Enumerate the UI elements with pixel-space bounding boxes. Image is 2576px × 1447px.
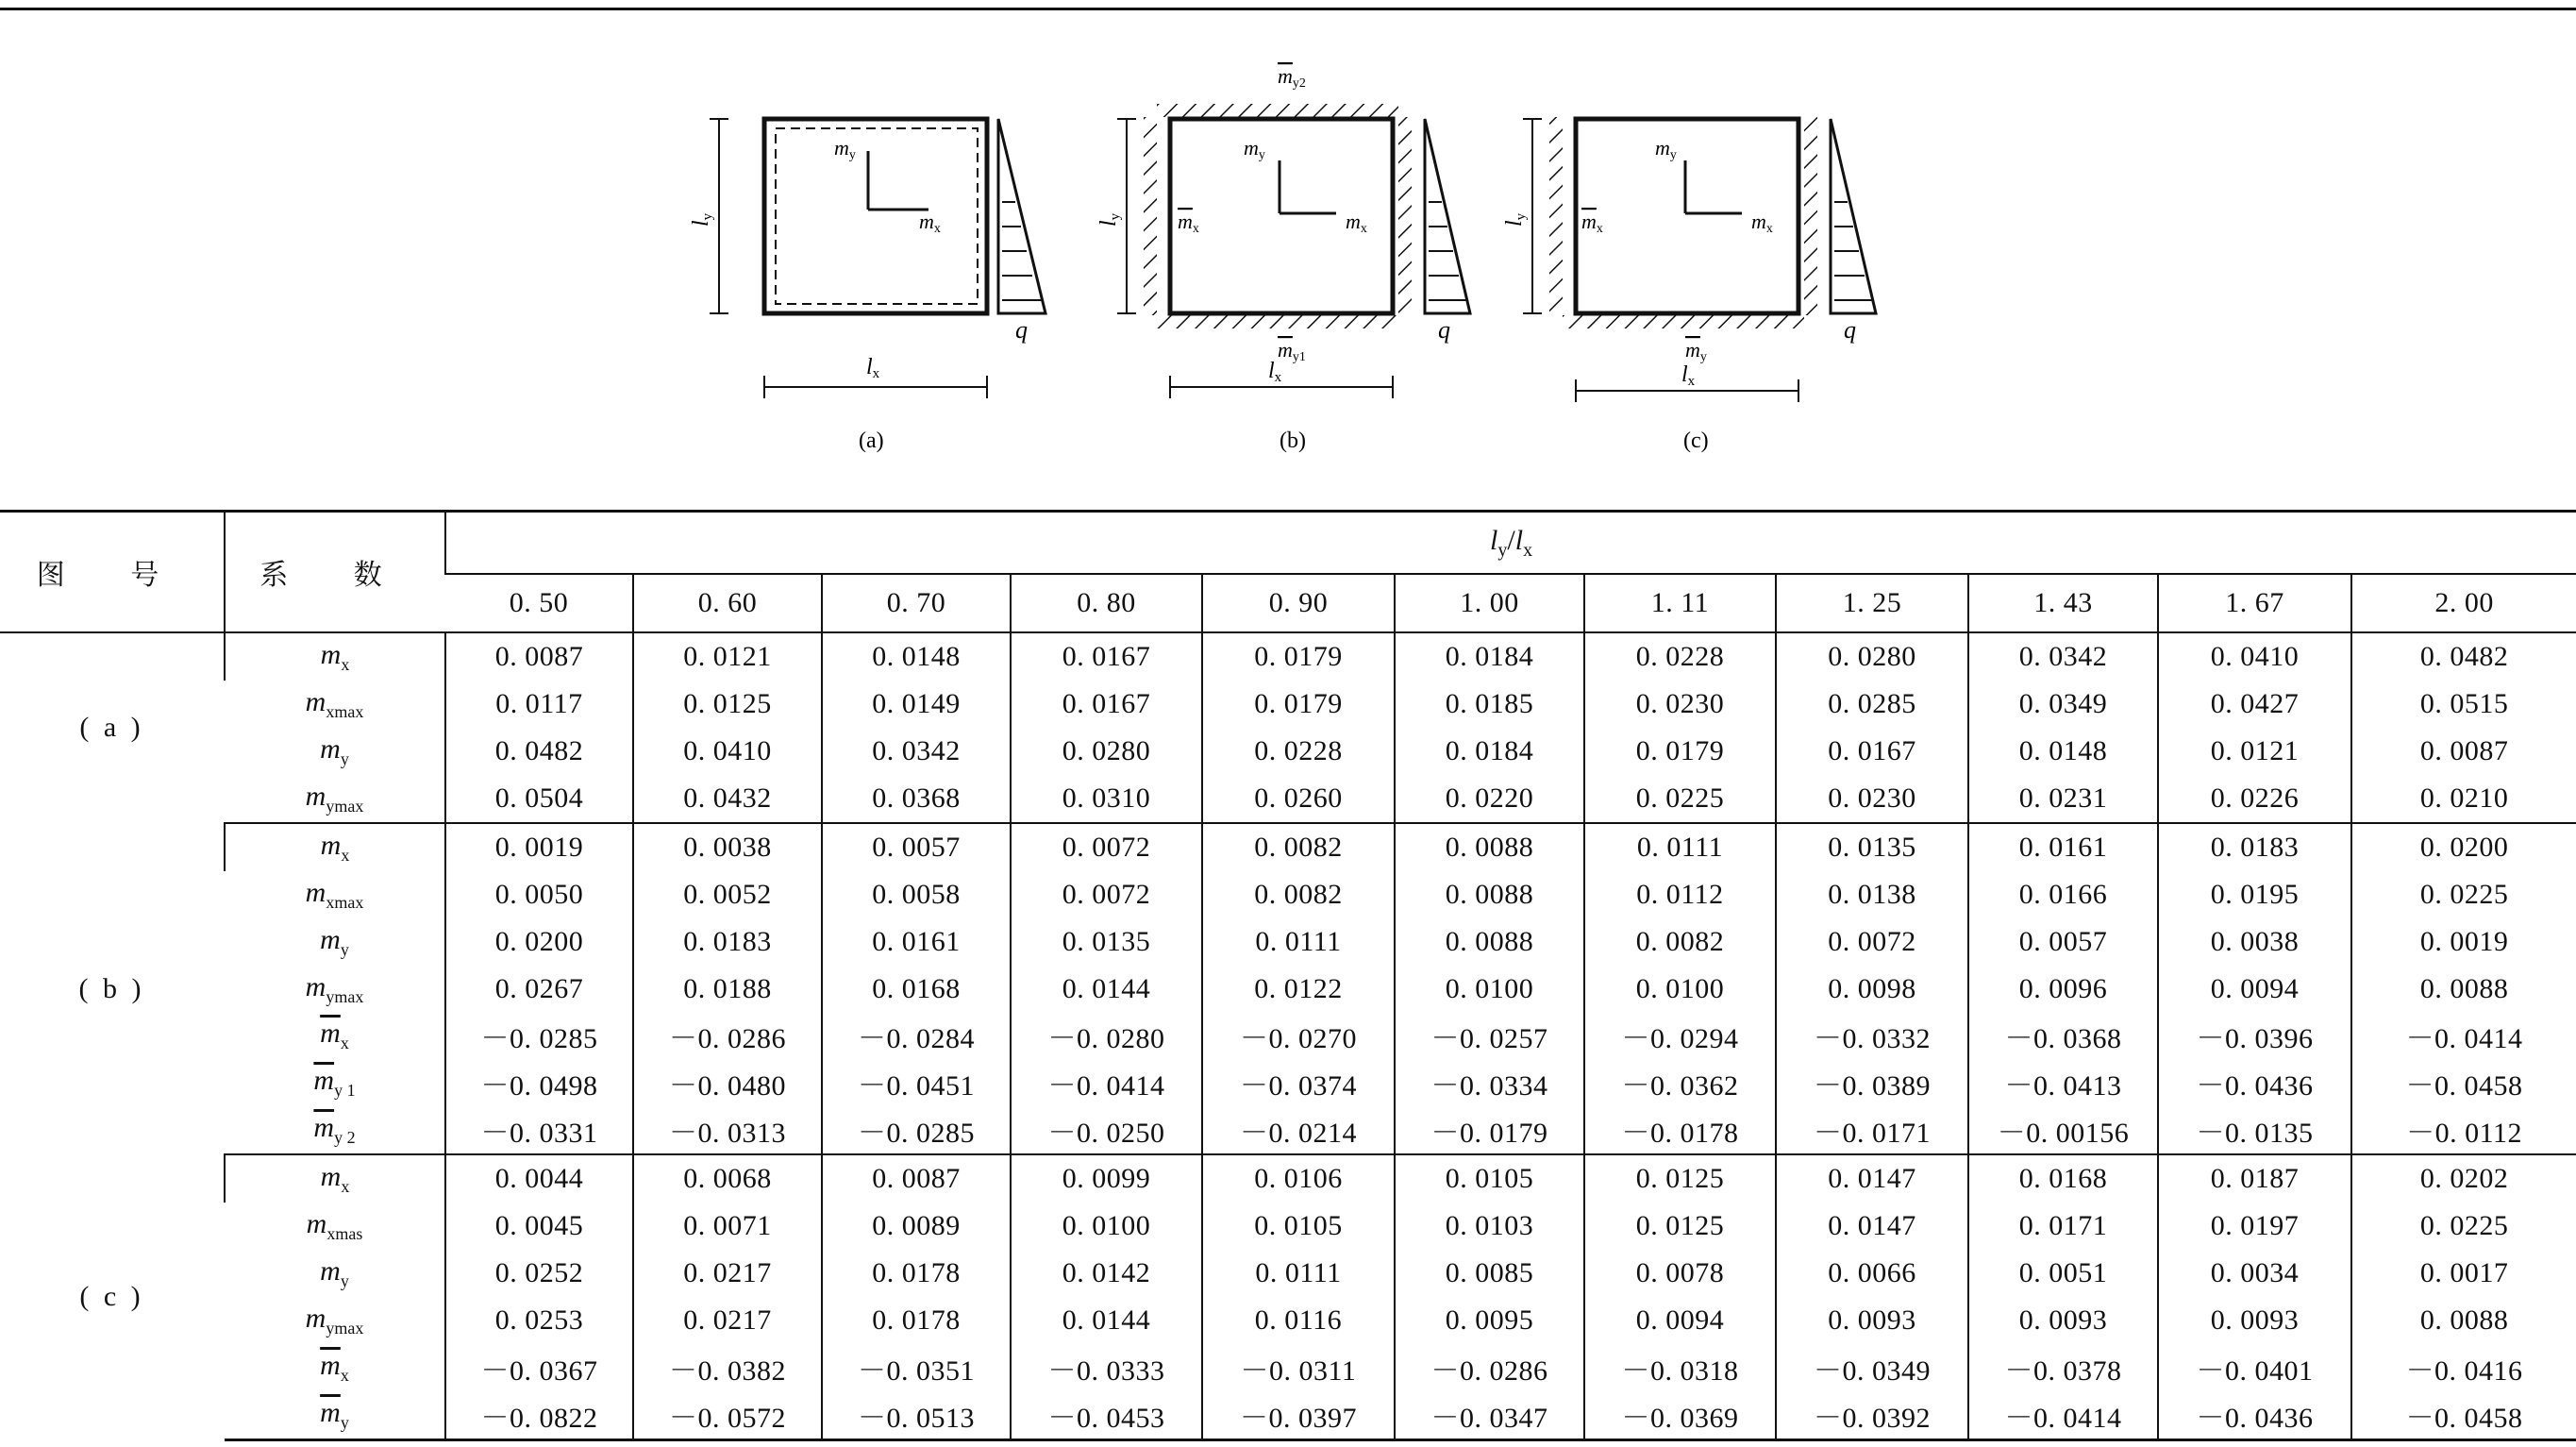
value-cell: －0. 0413: [1968, 1059, 2158, 1106]
fig-c-mbar-y: my: [1685, 338, 1707, 364]
value-cell: 0. 0100: [1584, 966, 1776, 1013]
value-cell: 0. 0072: [1776, 918, 1968, 966]
fig-a-lx: lx: [866, 355, 880, 381]
value-cell: 0. 0342: [1968, 632, 2158, 681]
value-cell: 0. 0117: [445, 681, 633, 728]
value-cell: －0. 0480: [633, 1059, 822, 1106]
value-cell: －0. 0389: [1776, 1059, 1968, 1106]
value-cell: －0. 0416: [2351, 1344, 2576, 1391]
table-row: [0, 966, 2576, 1013]
value-cell: 0. 0089: [822, 1203, 1011, 1250]
value-cell: 0. 0427: [2158, 681, 2351, 728]
table-row: [0, 1106, 2576, 1154]
value-cell: －0. 0214: [1202, 1106, 1395, 1154]
ratio-header-cell: 0. 80: [1011, 574, 1202, 632]
value-cell: 0. 0052: [633, 871, 822, 918]
value-cell: 0. 0135: [1011, 918, 1202, 966]
value-cell: 0. 0112: [1584, 871, 1776, 918]
value-cell: －0. 0280: [1011, 1013, 1202, 1060]
value-cell: 0. 0087: [2351, 728, 2576, 775]
table-row: [0, 871, 2576, 918]
value-cell: 0. 0267: [445, 966, 633, 1013]
value-cell: －0. 0178: [1584, 1106, 1776, 1154]
ratio-header-cell: 0. 90: [1202, 574, 1395, 632]
value-cell: 0. 0342: [822, 728, 1011, 775]
fig-b-mbar-y2: my2: [1278, 64, 1306, 91]
value-cell: 0. 0147: [1776, 1203, 1968, 1250]
fig-c-caption: (c): [1683, 429, 1709, 453]
value-cell: 0. 0082: [1202, 871, 1395, 918]
value-cell: －0. 00156: [1968, 1106, 2158, 1154]
value-cell: －0. 0369: [1584, 1391, 1776, 1439]
value-cell: －0. 0414: [2351, 1013, 2576, 1060]
table-row: [0, 681, 2576, 728]
value-cell: 0. 0144: [1011, 966, 1202, 1013]
coefficient-symbol: $\overline{m}_y$: [225, 1391, 445, 1439]
value-cell: 0. 0432: [633, 775, 822, 823]
value-cell: 0. 0051: [1968, 1250, 2158, 1297]
value-cell: 0. 0095: [1395, 1297, 1584, 1344]
value-cell: 0. 0166: [1968, 871, 2158, 918]
value-cell: －0. 0367: [445, 1344, 633, 1391]
value-cell: 0. 0116: [1202, 1297, 1395, 1344]
value-cell: －0. 0382: [633, 1344, 822, 1391]
value-cell: 0. 0125: [1584, 1154, 1776, 1203]
value-cell: 0. 0068: [633, 1154, 822, 1203]
coefficient-symbol: $m_{ymax}$: [225, 775, 445, 823]
value-cell: －0. 0286: [633, 1013, 822, 1060]
coefficient-table: [0, 510, 2576, 1441]
value-cell: 0. 0230: [1776, 775, 1968, 823]
fig-a-caption: (a): [859, 429, 884, 453]
value-cell: 0. 0148: [1968, 728, 2158, 775]
value-cell: 0. 0058: [822, 871, 1011, 918]
fig-b-lx: lx: [1268, 359, 1282, 385]
value-cell: 0. 0125: [1584, 1203, 1776, 1250]
value-cell: －0. 0396: [2158, 1013, 2351, 1060]
value-cell: 0. 0280: [1011, 728, 1202, 775]
coefficient-symbol: $m_x$: [225, 823, 445, 871]
fig-c-mbar-x: mx: [1581, 210, 1603, 236]
value-cell: 0. 0147: [1776, 1154, 1968, 1203]
value-cell: －0. 0332: [1776, 1013, 1968, 1060]
value-cell: 0. 0217: [633, 1297, 822, 1344]
value-cell: 0. 0138: [1776, 871, 1968, 918]
value-cell: 0. 0019: [445, 823, 633, 871]
value-cell: －0. 0414: [1968, 1391, 2158, 1439]
coefficient-symbol: $m_x$: [225, 632, 445, 681]
value-cell: 0. 0072: [1011, 823, 1202, 871]
value-cell: 0. 0179: [1202, 632, 1395, 681]
value-cell: 0. 0167: [1011, 632, 1202, 681]
value-cell: 0. 0100: [1011, 1203, 1202, 1250]
group-label: ( a ): [79, 712, 144, 744]
value-cell: 0. 0253: [445, 1297, 633, 1344]
ratio-header-cell: 2. 00: [2351, 574, 2576, 632]
value-cell: 0. 0071: [633, 1203, 822, 1250]
value-cell: －0. 0135: [2158, 1106, 2351, 1154]
value-cell: 0. 0197: [2158, 1203, 2351, 1250]
value-cell: 0. 0410: [633, 728, 822, 775]
value-cell: －0. 0392: [1776, 1391, 1968, 1439]
value-cell: 0. 0125: [633, 681, 822, 728]
table-row: [0, 1059, 2576, 1106]
value-cell: －0. 0572: [633, 1391, 822, 1439]
value-cell: 0. 0260: [1202, 775, 1395, 823]
value-cell: －0. 0414: [1011, 1059, 1202, 1106]
coefficient-symbol: $m_y$: [320, 1255, 349, 1291]
fig-c-ly: ly: [1502, 212, 1529, 227]
ratio-header-cell: 1. 67: [2158, 574, 2351, 632]
value-cell: 0. 0171: [1968, 1203, 2158, 1250]
ratio-header-cell: 1. 11: [1584, 574, 1776, 632]
value-cell: －0. 0333: [1011, 1344, 1202, 1391]
value-cell: 0. 0368: [822, 775, 1011, 823]
fig-c-my: my: [1655, 136, 1677, 162]
table-row: [0, 1391, 2576, 1439]
value-cell: 0. 0111: [1584, 823, 1776, 871]
header-figure-no: 图 号: [0, 512, 225, 633]
value-cell: －0. 0285: [822, 1106, 1011, 1154]
value-cell: 0. 0168: [822, 966, 1011, 1013]
value-cell: －0. 0171: [1776, 1106, 1968, 1154]
value-cell: 0. 0038: [2158, 918, 2351, 966]
value-cell: －0. 0270: [1202, 1013, 1395, 1060]
value-cell: 0. 0105: [1202, 1203, 1395, 1250]
value-cell: 0. 0285: [1776, 681, 1968, 728]
value-cell: 0. 0100: [1395, 966, 1584, 1013]
value-cell: 0. 0106: [1202, 1154, 1395, 1203]
value-cell: 0. 0202: [2351, 1154, 2576, 1203]
value-cell: 0. 0410: [2158, 632, 2351, 681]
value-cell: 0. 0179: [1584, 728, 1776, 775]
value-cell: 0. 0515: [2351, 681, 2576, 728]
value-cell: 0. 0167: [1776, 728, 1968, 775]
fig-c-lx: lx: [1681, 362, 1696, 389]
group-a: [0, 632, 2576, 823]
value-cell: 0. 0050: [445, 871, 633, 918]
fig-b-mbar-y1: my1: [1278, 338, 1306, 364]
coefficient-symbol: $\overline{m}_{y 1}$: [313, 1065, 356, 1101]
ratio-header-cell: 1. 43: [1968, 574, 2158, 632]
fig-a-mx: mx: [919, 210, 941, 236]
value-cell: 0. 0099: [1011, 1154, 1202, 1203]
value-cell: 0. 0088: [1395, 823, 1584, 871]
figure-c: [1502, 117, 1876, 453]
value-cell: 0. 0093: [2158, 1297, 2351, 1344]
value-cell: 0. 0088: [1395, 918, 1584, 966]
value-cell: －0. 0458: [2351, 1391, 2576, 1439]
value-cell: 0. 0103: [1395, 1203, 1584, 1250]
value-cell: －0. 0349: [1776, 1344, 1968, 1391]
value-cell: －0. 0351: [822, 1344, 1011, 1391]
coefficient-symbol: $\overline{m}_x$: [320, 1350, 349, 1386]
value-cell: －0. 0453: [1011, 1391, 1202, 1439]
value-cell: 0. 0142: [1011, 1250, 1202, 1297]
ratio-header-cell: 0. 50: [445, 574, 633, 632]
table-row: [0, 775, 2576, 823]
value-cell: 0. 0078: [1584, 1250, 1776, 1297]
value-cell: －0. 0822: [445, 1391, 633, 1439]
fig-b-caption: (b): [1280, 429, 1306, 453]
table-row: [0, 1013, 2576, 1060]
value-cell: 0. 0310: [1011, 775, 1202, 823]
value-cell: －0. 0458: [2351, 1059, 2576, 1106]
value-cell: 0. 0184: [1395, 728, 1584, 775]
coefficient-symbol: $m_{ymax}$: [305, 1303, 364, 1338]
ratio-header-cell: 1. 00: [1395, 574, 1584, 632]
value-cell: －0. 0347: [1395, 1391, 1584, 1439]
value-cell: －0. 0311: [1202, 1344, 1395, 1391]
value-cell: －0. 0397: [1202, 1391, 1395, 1439]
value-cell: 0. 0184: [1395, 632, 1584, 681]
value-cell: 0. 0149: [822, 681, 1011, 728]
value-cell: 0. 0228: [1202, 728, 1395, 775]
ratio-header-cell: 0. 70: [822, 574, 1011, 632]
value-cell: 0. 0187: [2158, 1154, 2351, 1203]
coefficient-symbol: $\overline{m}_{y 2}$: [225, 1106, 445, 1154]
fig-c-mx: mx: [1751, 210, 1773, 236]
value-cell: 0. 0161: [1968, 823, 2158, 871]
value-cell: 0. 0225: [2351, 871, 2576, 918]
fig-b-mbar-x: mx: [1178, 210, 1199, 236]
value-cell: －0. 0374: [1202, 1059, 1395, 1106]
fig-b-q: q: [1438, 316, 1450, 344]
value-cell: 0. 0094: [2158, 966, 2351, 1013]
value-cell: －0. 0250: [1011, 1106, 1202, 1154]
header-coefficient: 系 数: [225, 512, 445, 633]
table-row: [0, 918, 2576, 966]
value-cell: 0. 0038: [633, 823, 822, 871]
value-cell: 0. 0093: [1968, 1297, 2158, 1344]
value-cell: 0. 0087: [445, 632, 633, 681]
value-cell: 0. 0349: [1968, 681, 2158, 728]
value-cell: －0. 0451: [822, 1059, 1011, 1106]
value-cell: 0. 0228: [1584, 632, 1776, 681]
value-cell: 0. 0178: [822, 1250, 1011, 1297]
figure-b: [1096, 64, 1470, 453]
value-cell: －0. 0284: [822, 1013, 1011, 1060]
value-cell: 0. 0057: [822, 823, 1011, 871]
value-cell: 0. 0183: [633, 918, 822, 966]
value-cell: 0. 0183: [2158, 823, 2351, 871]
value-cell: 0. 0093: [1776, 1297, 1968, 1344]
value-cell: 0. 0122: [1202, 966, 1395, 1013]
coefficient-symbol: $m_{xmas}$: [306, 1208, 363, 1244]
coefficient-symbol: $m_y$: [320, 923, 349, 959]
value-cell: 0. 0226: [2158, 775, 2351, 823]
fig-a-ly: ly: [689, 212, 715, 227]
group-label: ( c ): [79, 1281, 144, 1313]
value-cell: 0. 0072: [1011, 871, 1202, 918]
value-cell: 0. 0167: [1011, 681, 1202, 728]
value-cell: 0. 0230: [1584, 681, 1776, 728]
value-cell: 0. 0082: [1202, 823, 1395, 871]
group-b: [0, 823, 2576, 1155]
value-cell: 0. 0252: [445, 1250, 633, 1297]
coefficient-symbol: $m_x$: [225, 1154, 445, 1203]
value-cell: 0. 0161: [822, 918, 1011, 966]
value-cell: 0. 0225: [2351, 1203, 2576, 1250]
fig-b-ly: ly: [1096, 212, 1123, 227]
value-cell: 0. 0200: [2351, 823, 2576, 871]
header-ratio: $l_y/l_x$: [445, 512, 2576, 575]
value-cell: 0. 0482: [2351, 632, 2576, 681]
value-cell: －0. 0334: [1395, 1059, 1584, 1106]
value-cell: 0. 0098: [1776, 966, 1968, 1013]
value-cell: 0. 0019: [2351, 918, 2576, 966]
value-cell: 0. 0482: [445, 728, 633, 775]
value-cell: 0. 0066: [1776, 1250, 1968, 1297]
value-cell: －0. 0368: [1968, 1013, 2158, 1060]
fig-a-q: q: [1015, 316, 1028, 344]
value-cell: 0. 0088: [2351, 1297, 2576, 1344]
value-cell: 0. 0088: [2351, 966, 2576, 1013]
table-row: [0, 1154, 2576, 1203]
value-cell: 0. 0231: [1968, 775, 2158, 823]
value-cell: 0. 0087: [822, 1154, 1011, 1203]
value-cell: 0. 0188: [633, 966, 822, 1013]
value-cell: －0. 0401: [2158, 1344, 2351, 1391]
value-cell: 0. 0121: [2158, 728, 2351, 775]
value-cell: 0. 0185: [1395, 681, 1584, 728]
value-cell: －0. 0331: [445, 1106, 633, 1154]
table-row: [0, 1297, 2576, 1344]
plate-figures: [0, 28, 2576, 481]
value-cell: 0. 0034: [2158, 1250, 2351, 1297]
coefficient-symbol: $m_{xmax}$: [305, 876, 364, 912]
fig-c-q: q: [1844, 316, 1856, 344]
group-label: ( b ): [78, 972, 145, 1004]
value-cell: －0. 0362: [1584, 1059, 1776, 1106]
value-cell: 0. 0144: [1011, 1297, 1202, 1344]
value-cell: －0. 0436: [2158, 1391, 2351, 1439]
value-cell: 0. 0168: [1968, 1154, 2158, 1203]
value-cell: 0. 0200: [445, 918, 633, 966]
table-row: [0, 1344, 2576, 1391]
top-rule: [0, 8, 2576, 10]
value-cell: 0. 0094: [1584, 1297, 1776, 1344]
group-c: [0, 1154, 2576, 1439]
value-cell: －0. 0378: [1968, 1344, 2158, 1391]
fig-b-mx: mx: [1346, 210, 1367, 236]
value-cell: －0. 0513: [822, 1391, 1011, 1439]
value-cell: 0. 0179: [1202, 681, 1395, 728]
value-cell: 0. 0044: [445, 1154, 633, 1203]
value-cell: 0. 0121: [633, 632, 822, 681]
table-row: [0, 1203, 2576, 1250]
value-cell: －0. 0498: [445, 1059, 633, 1106]
value-cell: 0. 0057: [1968, 918, 2158, 966]
value-cell: 0. 0148: [822, 632, 1011, 681]
value-cell: 0. 0082: [1584, 918, 1776, 966]
fig-a-my: my: [834, 136, 856, 162]
value-cell: －0. 0313: [633, 1106, 822, 1154]
value-cell: 0. 0111: [1202, 1250, 1395, 1297]
value-cell: 0. 0195: [2158, 871, 2351, 918]
value-cell: 0. 0217: [633, 1250, 822, 1297]
value-cell: 0. 0504: [445, 775, 633, 823]
value-cell: －0. 0112: [2351, 1106, 2576, 1154]
value-cell: 0. 0220: [1395, 775, 1584, 823]
fig-b-my: my: [1244, 136, 1265, 162]
value-cell: 0. 0096: [1968, 966, 2158, 1013]
value-cell: 0. 0178: [822, 1297, 1011, 1344]
value-cell: 0. 0017: [2351, 1250, 2576, 1297]
ratio-header-cell: 1. 25: [1776, 574, 1968, 632]
coefficient-symbol: $\overline{m}_x$: [320, 1018, 349, 1053]
value-cell: －0. 0257: [1395, 1013, 1584, 1060]
value-cell: 0. 0085: [1395, 1250, 1584, 1297]
value-cell: －0. 0285: [445, 1013, 633, 1060]
table-row: [0, 1250, 2576, 1297]
coefficient-symbol: $m_{ymax}$: [305, 970, 364, 1006]
table-row: [0, 823, 2576, 871]
value-cell: －0. 0294: [1584, 1013, 1776, 1060]
table-row: [0, 728, 2576, 775]
coefficient-symbol: $m_y$: [320, 732, 349, 768]
value-cell: 0. 0088: [1395, 871, 1584, 918]
value-cell: 0. 0280: [1776, 632, 1968, 681]
value-cell: －0. 0318: [1584, 1344, 1776, 1391]
value-cell: 0. 0225: [1584, 775, 1776, 823]
value-cell: 0. 0111: [1202, 918, 1395, 966]
value-cell: 0. 0105: [1395, 1154, 1584, 1203]
value-cell: －0. 0179: [1395, 1106, 1584, 1154]
coefficient-symbol: $m_{xmax}$: [305, 685, 364, 721]
value-cell: －0. 0286: [1395, 1344, 1584, 1391]
value-cell: 0. 0045: [445, 1203, 633, 1250]
value-cell: 0. 0135: [1776, 823, 1968, 871]
value-cell: 0. 0210: [2351, 775, 2576, 823]
value-cell: －0. 0436: [2158, 1059, 2351, 1106]
table-row: [0, 632, 2576, 681]
ratio-header-cell: 0. 60: [633, 574, 822, 632]
figure-a: [689, 119, 1045, 453]
